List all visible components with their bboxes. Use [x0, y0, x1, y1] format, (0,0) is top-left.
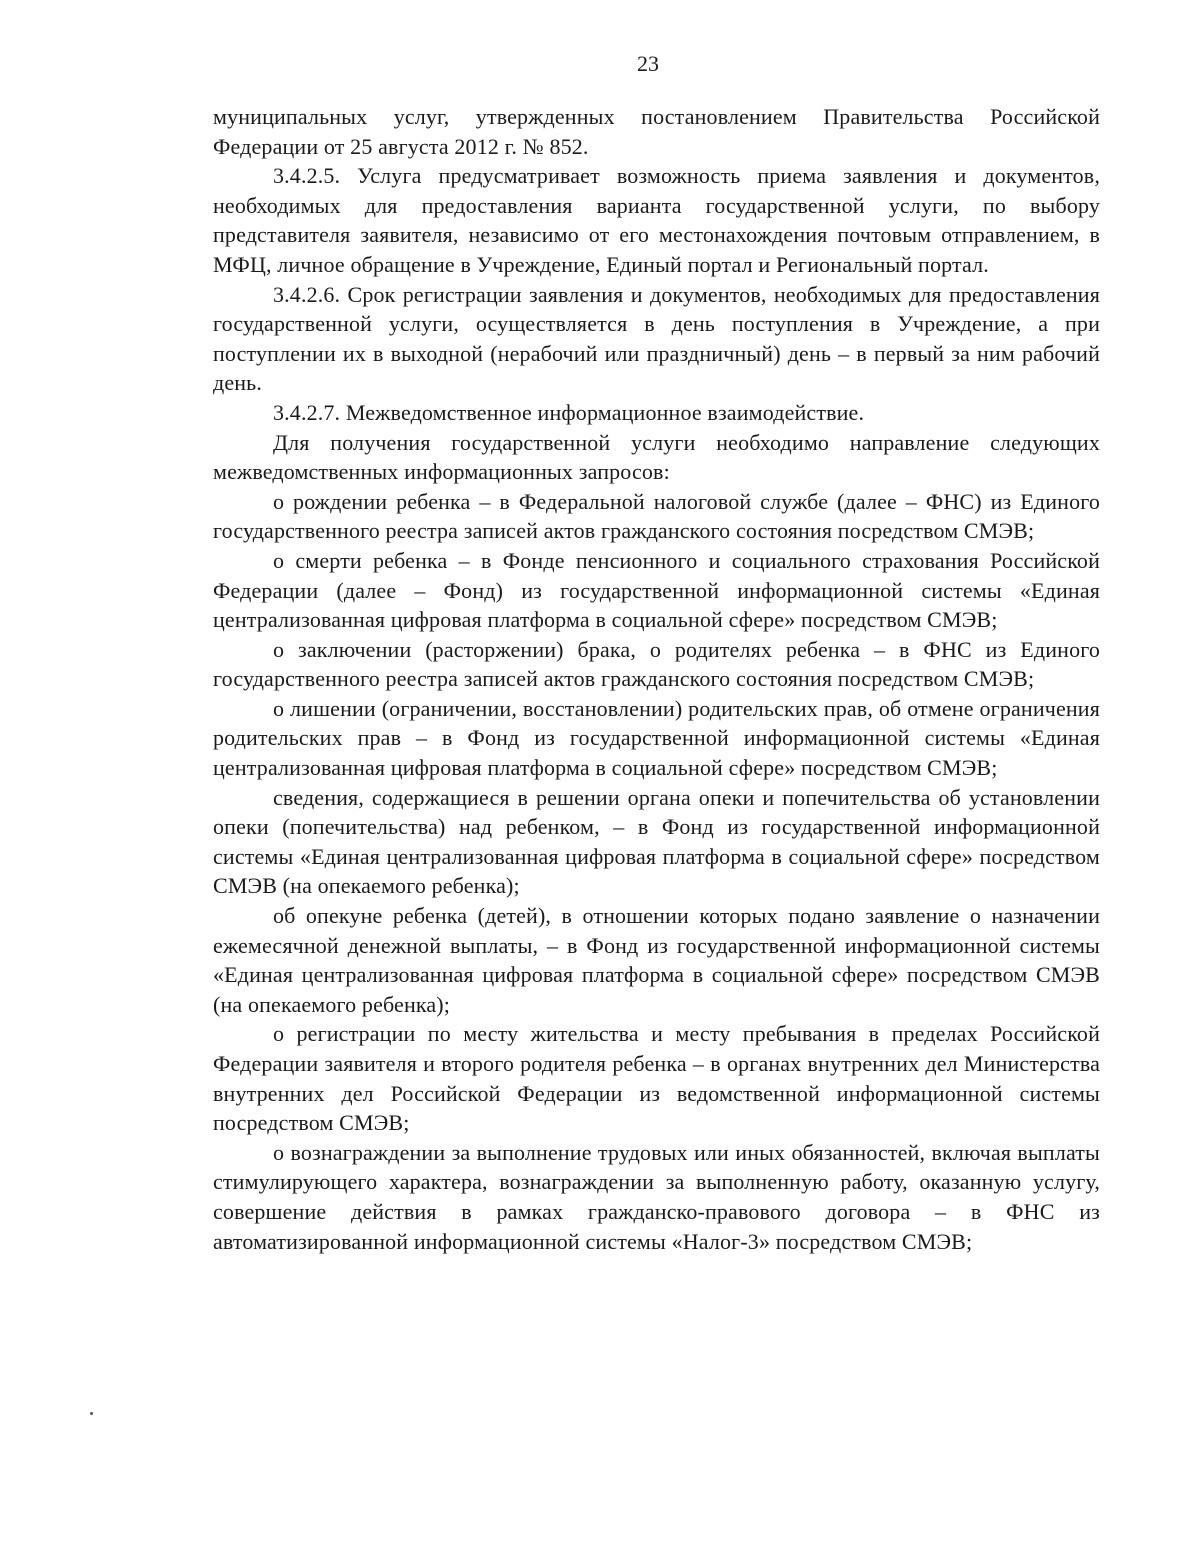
paragraph-3-4-2-7: 3.4.2.7. Межведомственное информационное взаимодействие.: [273, 399, 865, 425]
list-item-parental-rights: о лишении (ограничении, восстановлении) родительских прав, об отмене ограничения родительских прав – в Фонд из государственной информационной системы «Единая централизованная цифровая платформа в социальной сфере» посредством СМЭВ;: [213, 695, 1100, 781]
document-body: [213, 102, 1100, 1256]
list-item-birth: о рождении ребенка – в Федеральной налоговой службе (далее – ФНС) из Единого государственного реестра записей актов гражданского состояния посредством СМЭВ;: [213, 488, 1100, 544]
page-number: 23: [637, 51, 659, 76]
paragraph-requests-intro: Для получения государственной услуги необходимо направление следующих межведомственных информационных запросов:: [213, 429, 1100, 485]
list-item-registration: о регистрации по месту жительства и месту пребывания в пределах Российской Федерации заявителя и второго родителя ребенка – в органах внутренних дел Министерства внутренних дел Российской Федерации из ведомственной информационной системы посредством СМЭВ;: [213, 1021, 1100, 1136]
paragraph-3-4-2-6: 3.4.2.6. Срок регистрации заявления и документов, необходимых для предоставления государственной услуги, осуществляется в день поступления в Учреждение, а при поступлении их в выходной (нерабочий или праздничный) день – в первый за ним рабочий день.: [213, 281, 1100, 396]
paragraph-continuation: муниципальных услуг, утвержденных постановлением Правительства Российской Федерации от 25 августа 2012 г. № 852.: [213, 104, 1100, 159]
list-item-marriage: о заключении (расторжении) брака, о родителях ребенка – в ФНС из Единого государственного реестра записей актов гражданского состояния посредством СМЭВ;: [213, 636, 1100, 692]
list-item-remuneration: о вознаграждении за выполнение трудовых или иных обязанностей, включая выплаты стимулирующего характера, вознаграждении за выполненную работу, оказанную услугу, совершение действия в рамках гражданско-правового договора – в ФНС из автоматизированной информационной системы «Налог-3» посредством СМЭВ;: [213, 1139, 1100, 1254]
paragraph-3-4-2-5: 3.4.2.5. Услуга предусматривает возможность приема заявления и документов, необходимых для предоставления варианта государственной услуги, по выбору представителя заявителя, независимо от его местонахождения почтовым отправлением, в МФЦ, личное обращение в Учреждение, Единый портал и Региональный портал.: [213, 163, 1100, 277]
list-item-death: о смерти ребенка – в Фонде пенсионного и социального страхования Российской Федерации (далее – Фонд) из государственной информационной системы «Единая централизованная цифровая платформа в социальной сфере» посредством СМЭВ;: [213, 547, 1100, 633]
scan-speck: [90, 1412, 93, 1415]
list-item-guardianship-decision: сведения, содержащиеся в решении органа опеки и попечительства об установлении опеки (попечительства) над ребенком, – в Фонд из государственной информационной системы «Единая централизованная цифровая платформа в социальной сфере» посредством СМЭВ (на опекаемого ребенка);: [213, 784, 1100, 899]
list-item-guardian: об опекуне ребенка (детей), в отношении которых подано заявление о назначении ежемесячной денежной выплаты, – в Фонд из государственной информационной системы «Единая централизованная цифровая платформа в социальной сфере» посредством СМЭВ (на опекаемого ребенка);: [213, 903, 1100, 1017]
